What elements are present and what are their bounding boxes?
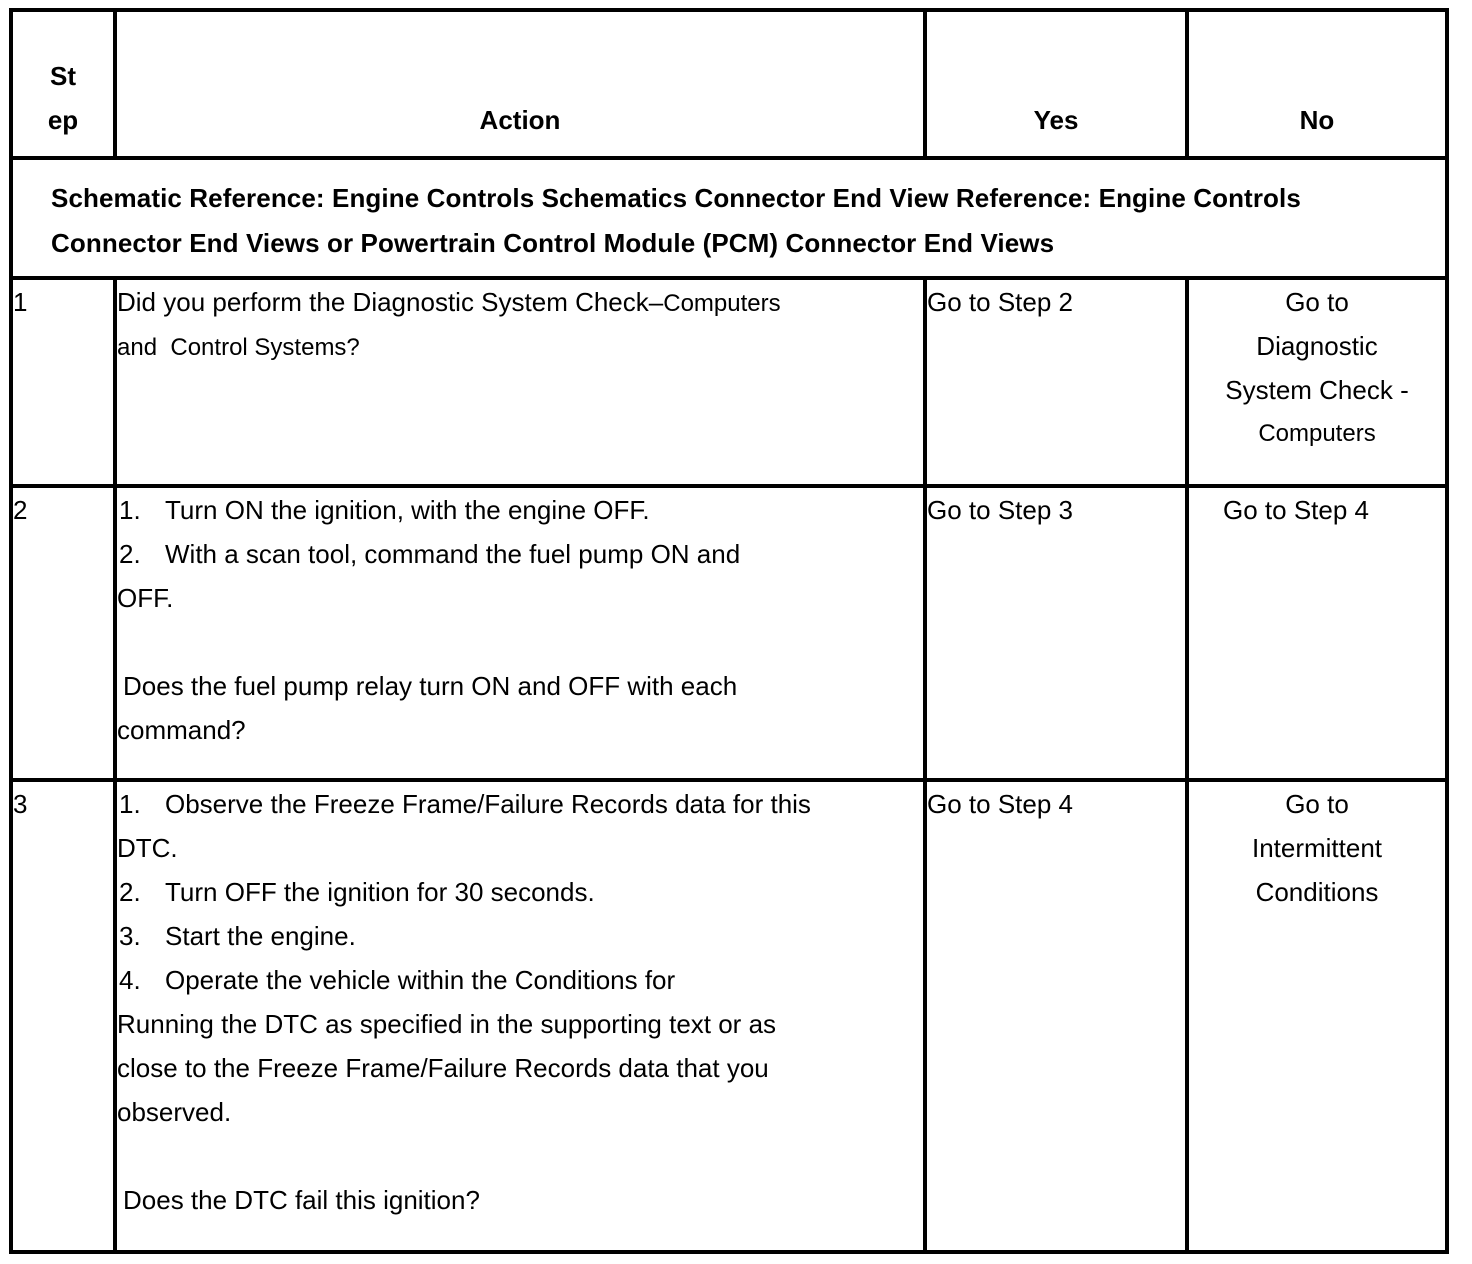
action-item: Operate the vehicle within the Conditions for: [165, 965, 676, 995]
item-number: 4.: [119, 965, 141, 995]
action-question-continued: command?: [117, 715, 246, 745]
item-number: 1.: [119, 789, 141, 819]
no-text: System Check -: [1225, 375, 1409, 405]
item-number: 1.: [119, 495, 141, 525]
action-item-continued: Running the DTC as specified in the supporting text or as: [117, 1009, 777, 1039]
no-text: Go to: [1285, 789, 1349, 819]
action-item: Observe the Freeze Frame/Failure Records data for this: [165, 789, 811, 819]
action-text: Computers: [663, 290, 781, 317]
action-item-continued: observed.: [117, 1097, 232, 1127]
reference-row: [11, 158, 1447, 278]
yes-cell: Go to Step 3: [925, 486, 1187, 780]
action-question: Does the fuel pump relay turn ON and OFF with each: [123, 671, 738, 701]
action-cell: [115, 486, 925, 780]
yes-cell: Go to Step 2: [925, 278, 1187, 486]
step-number: 3: [11, 780, 115, 1252]
header-action: Action: [115, 10, 925, 158]
header-no: No: [1187, 10, 1447, 158]
no-cell: Go to Step 4: [1187, 486, 1447, 780]
diagnostic-table: [9, 8, 1449, 1254]
action-item-continued: DTC.: [117, 833, 178, 863]
header-row: [11, 10, 1447, 158]
item-number: 2.: [119, 877, 141, 907]
action-text: Did you perform the Diagnostic System Check–: [117, 287, 664, 317]
action-cell: [115, 780, 925, 1252]
action-item: Turn OFF the ignition for 30 seconds.: [165, 877, 595, 907]
item-number: 3.: [119, 921, 141, 951]
step-number: 2: [11, 486, 115, 780]
no-text: Go to: [1285, 287, 1349, 317]
action-item-continued: close to the Freeze Frame/Failure Records data that you: [117, 1053, 769, 1083]
no-cell: [1187, 278, 1447, 486]
yes-cell: Go to Step 4: [925, 780, 1187, 1252]
table-row: [11, 486, 1447, 780]
action-item: Start the engine.: [165, 921, 356, 951]
action-text: and Control Systems?: [117, 334, 360, 361]
schematic-reference: Schematic Reference: Engine Controls Schematics Connector End View Reference: Engine Controls Connector End Views or Powertrain Control Module (PCM) Connector End Views: [11, 158, 1447, 278]
no-text: Diagnostic: [1256, 331, 1378, 361]
action-item: With a scan tool, command the fuel pump ON and: [165, 539, 741, 569]
header-step: St ep: [11, 10, 115, 158]
step-number: 1: [11, 278, 115, 486]
no-text: Computers: [1258, 420, 1376, 447]
action-cell: [115, 278, 925, 486]
header-yes: Yes: [925, 10, 1187, 158]
item-number: 2.: [119, 539, 141, 569]
no-cell: [1187, 780, 1447, 1252]
table-row: [11, 278, 1447, 486]
no-text: Intermittent: [1251, 833, 1383, 863]
action-question: Does the DTC fail this ignition?: [123, 1185, 480, 1215]
action-item-continued: OFF.: [117, 583, 174, 613]
no-text: Conditions: [1255, 877, 1379, 907]
action-item: Turn ON the ignition, with the engine OFF.: [165, 495, 650, 525]
table-row: [11, 780, 1447, 1252]
